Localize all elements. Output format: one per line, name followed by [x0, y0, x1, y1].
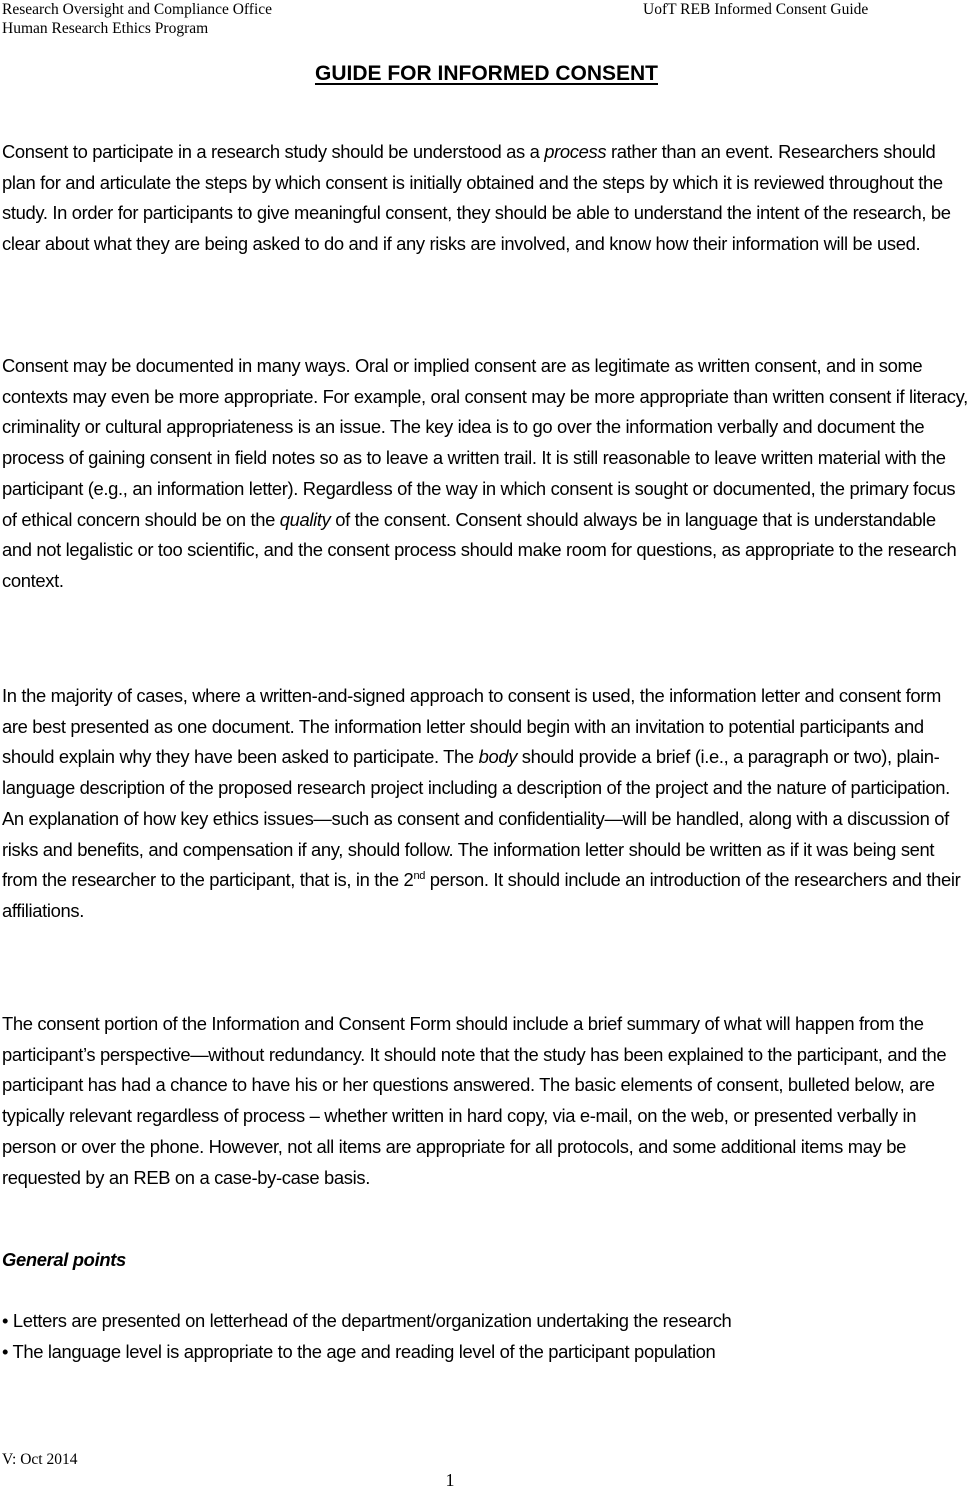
list-item: • The language level is appropriate to the age and reading level of the participant population — [2, 1340, 716, 1362]
paragraph-text: of the consent. Consent should always be in language that is understandable and not legalistic or too scientific, and the consent process should make room for questions, as appropriate to the research context. — [2, 508, 957, 591]
paragraph-information-letter — [2, 681, 968, 927]
emphasis-process: process — [544, 141, 607, 162]
paragraph-consent-documentation — [2, 351, 968, 597]
paragraph-text: Consent may be documented in many ways. Oral or implied consent are as legitimate as written consent, and in some contexts may even be more appropriate. For example, oral consent may be more appropriate than written consent if literacy, criminality or cultural appropriateness is an issue. The key idea is to go over the information verbally and document the process of gaining consent in field notes so as to leave a written trail. It is still reasonable to leave written material with the participant (e.g., an information letter). Regardless of the way in which consent is sought or documented, the primary focus of ethical concern should be on the — [2, 355, 968, 530]
paragraph-text: Consent to participate in a research study should be understood as a — [2, 141, 545, 162]
footer-version: V: Oct 2014 — [2, 1451, 78, 1468]
paragraph-consent-process — [2, 137, 968, 260]
header-program: Human Research Ethics Program — [2, 20, 209, 37]
emphasis-body: body — [478, 746, 518, 768]
header-guide-title: UofT REB Informed Consent Guide — [643, 1, 869, 18]
list-item: • Letters are presented on letterhead of the department/organization undertaking the research — [2, 1310, 732, 1331]
paragraph-text: should provide a brief (i.e., a paragraph or two), plain-language description of the proposed research project including a description of the project and the nature of participation. An explanation of how key ethics issues—such as consent and confidentiality—will be handled, along with a discussion of risks and benefits, and compensation if any, should follow. The information letter should be written as if it was being sent from the researcher to the participant, that is, in the 2 — [2, 746, 950, 891]
emphasis-quality: quality — [279, 508, 331, 530]
paragraph-text: In the majority of cases, where a written-and-signed approach to consent is used, the information letter and consent form are best presented as one document. The information letter should begin with an invitation to potential participants and should explain why they have been asked to participate. The — [2, 685, 942, 768]
page-title: GUIDE FOR INFORMED CONSENT — [314, 62, 658, 85]
header-left — [2, 0, 272, 38]
paragraph-consent-portion — [2, 1009, 968, 1193]
paragraph-text: person. It should include an introduction of the researchers and their affiliations. — [2, 869, 961, 921]
superscript-nd: nd — [413, 870, 425, 883]
paragraph-text: rather than an event. Researchers should plan for and articulate the steps by which consent is initially obtained and the steps by which it is reviewed throughout the study. In order for participants to give meaningful consent, they should be able to understand the intent of the research, be clear about what they are being asked to do and if any risks are involved, and know how their information will be used. — [2, 141, 951, 255]
page-number: 1 — [445, 1470, 455, 1490]
bullet-list — [2, 1306, 968, 1367]
section-heading-general-points: General points — [2, 1249, 126, 1270]
paragraph-text: The consent portion of the Information and Consent Form should include a brief summary of what will happen from the participant’s perspective—without redundancy. It should note that the study has been explained to the participant, and the participant has had a chance to have his or her questions answered. The basic elements of consent, bulleted below, are typically relevant regardless of process – whether written in hard copy, via e-mail, on the web, or presented verbally in person or over the phone. However, not all items are appropriate for all protocols, and some additional items may be requested by an REB on a case-by-case basis. — [2, 1013, 947, 1188]
header-office: Research Oversight and Compliance Office — [2, 1, 273, 18]
